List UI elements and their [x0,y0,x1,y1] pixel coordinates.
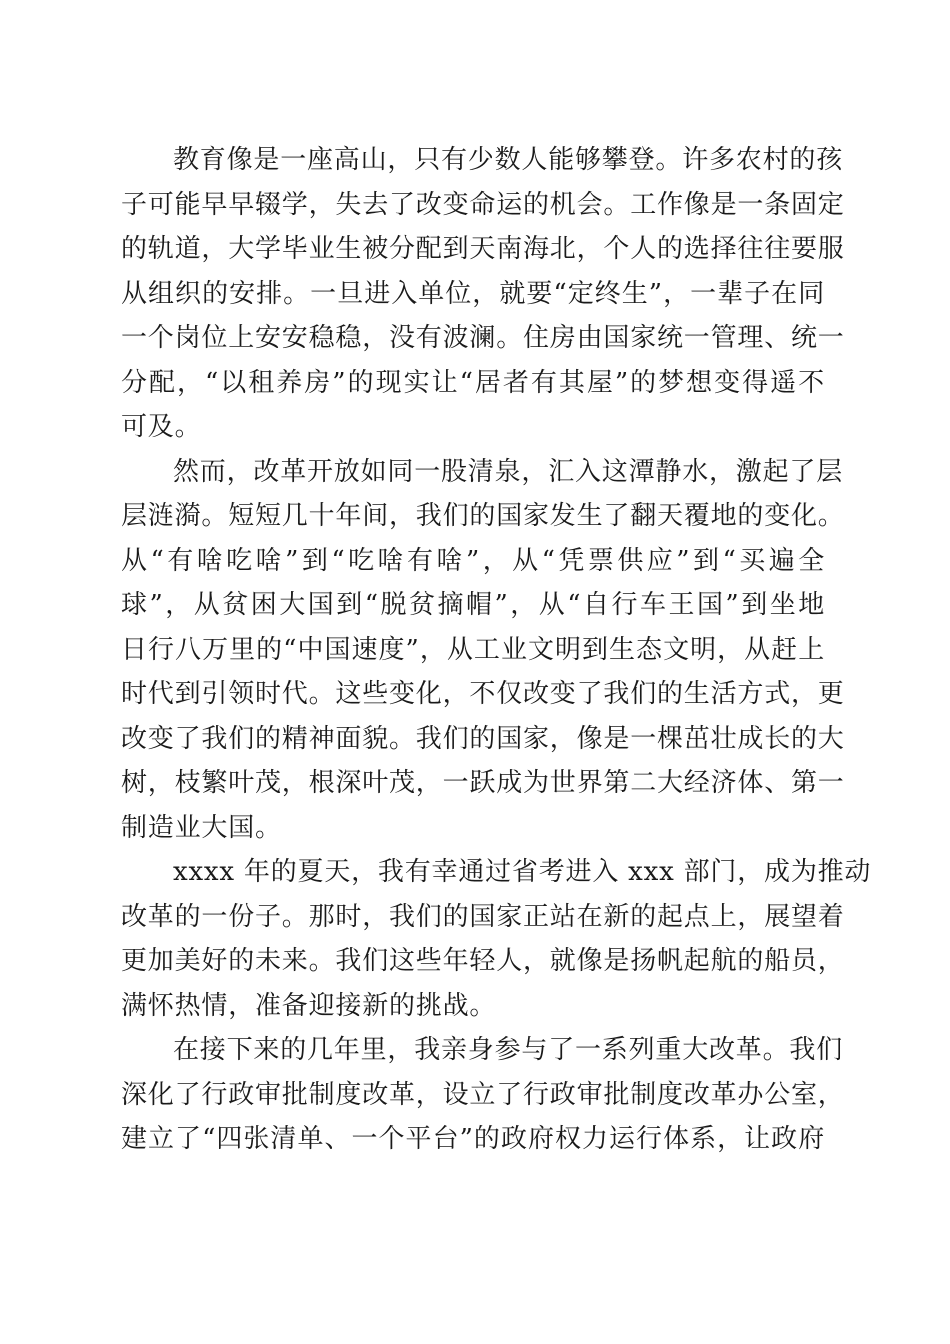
text-line: 树，枝繁叶茂，根深叶茂，一跃成为世界第二大经济体、第一 [121,768,845,798]
text-line: xxxx 年的夏天，我有幸通过省考进入 xxx 部门，成为推动 [173,857,872,887]
text-line: 建立了“四张清单、一个平台”的政府权力运行体系，让政府 [121,1124,825,1154]
text-line: 制造业大国。 [121,812,282,843]
text-line: 时代到引领时代。这些变化，不仅改变了我们的生活方式，更 [121,679,845,709]
text-line: 改变了我们的精神面貌。我们的国家，像是一棵茁壮成长的大 [121,723,845,754]
text-line: 从组织的安排。一旦进入单位，就要“定终生”，一辈子在同 [121,278,825,309]
text-line: 然而，改革开放如同一股清泉，汇入这潭静水，激起了层 [173,456,844,487]
text-line: 深化了行政审批制度改革，设立了行政审批制度改革办公室， [121,1079,845,1110]
text-line: 教育像是一座高山，只有少数人能够攀登。许多农村的孩 [173,145,844,175]
text-line: 在接下来的几年里，我亲身参与了一系列重大改革。我们 [173,1035,844,1065]
text-line: 日行八万里的“中国速度”，从工业文明到生态文明，从赶上 [121,634,825,665]
text-line: 一个岗位上安安稳稳，没有波澜。住房由国家统一管理、统一 [121,323,845,353]
text-line: 子可能早早辍学，失去了改变命运的机会。工作像是一条固定 [121,189,845,220]
text-line: 的轨道，大学毕业生被分配到天南海北，个人的选择往往要服 [121,234,845,264]
body-text [121,138,872,1162]
text-line: 从“有啥吃啥”到“吃啥有啥”，从“凭票供应”到“买遍全 [121,545,825,576]
text-line: 改革的一份子。那时，我们的国家正站在新的起点上，展望着 [121,901,845,932]
text-line: 更加美好的未来。我们这些年轻人，就像是扬帆起航的船员， [121,946,845,976]
text-line: 球”，从贫困大国到“脱贫摘帽”，从“自行车王国”到坐地 [121,590,825,620]
text-line: 可及。 [121,412,202,442]
text-line: 满怀热情，准备迎接新的挑战。 [121,990,497,1021]
text-line: 分配，“以租养房”的现实让“居者有其屋”的梦想变得遥不 [121,367,825,398]
text-line: 层涟漪。短短几十年间，我们的国家发生了翻天覆地的变化。 [121,501,845,531]
